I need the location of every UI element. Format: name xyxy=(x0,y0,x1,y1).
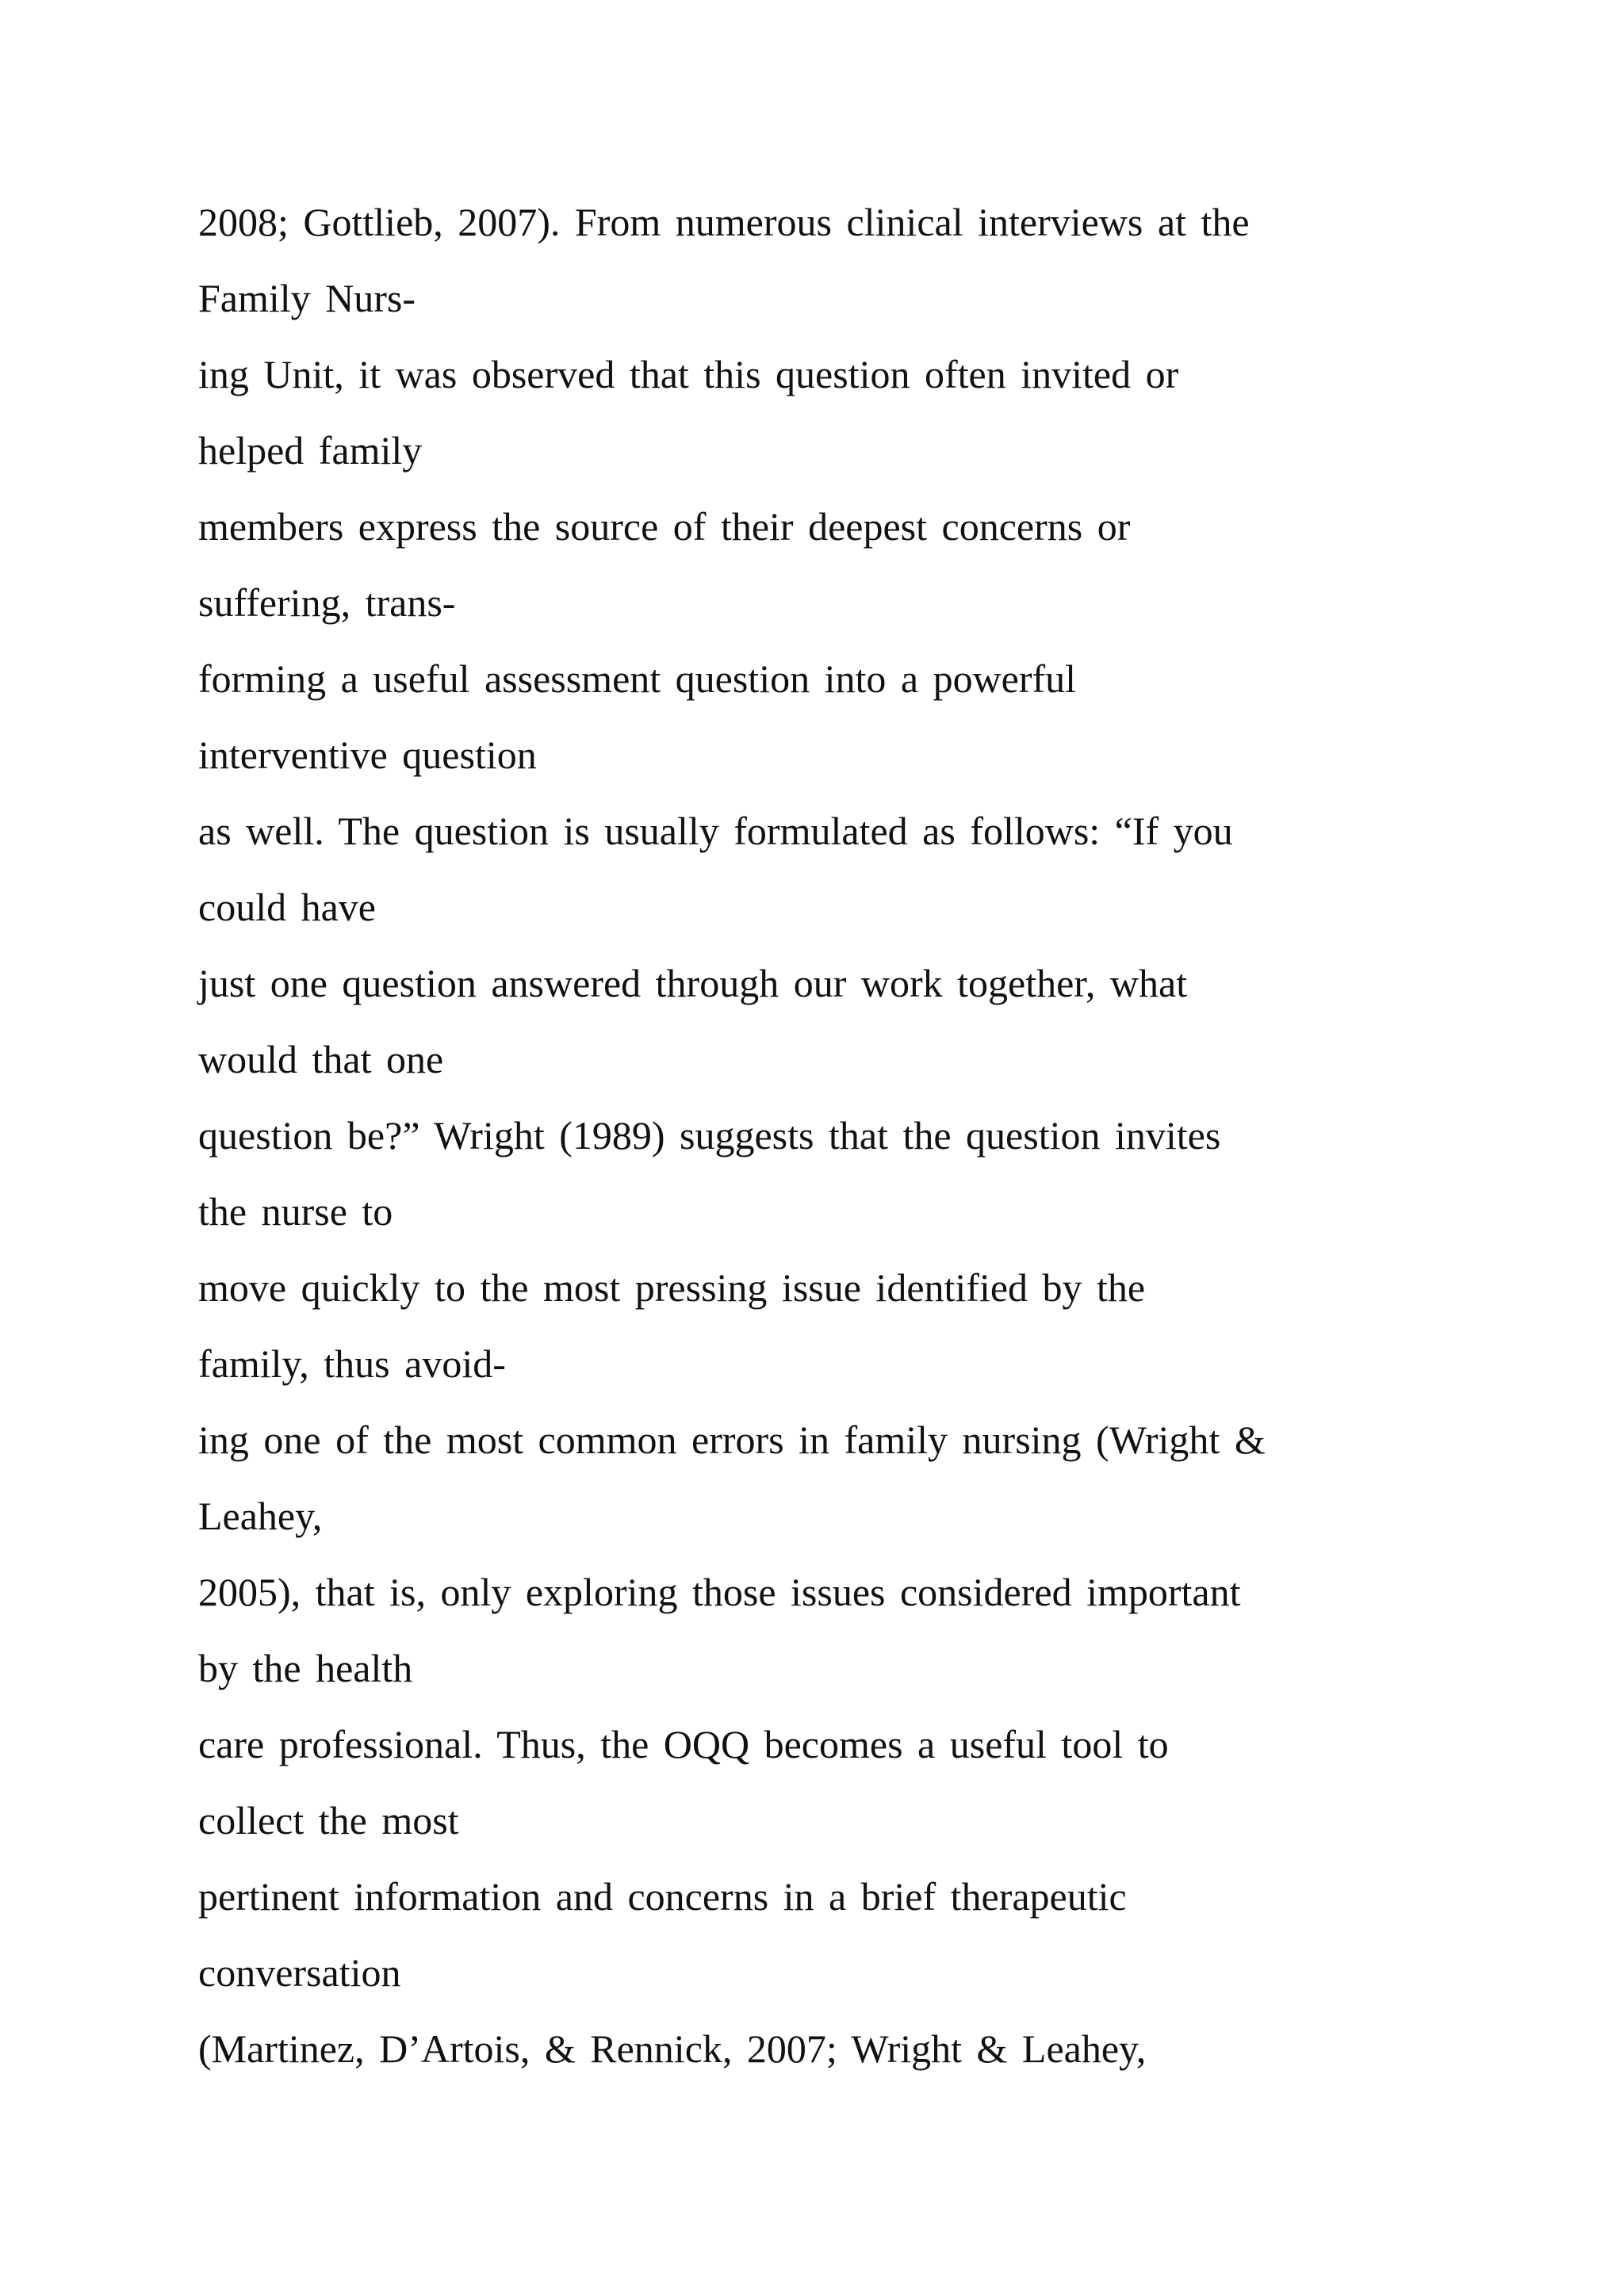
text-line: (Martinez, D’Artois, & Rennick, 2007; Wright & Leahey, xyxy=(198,2026,1147,2071)
text-line: question be?” Wright (1989) suggests that the question invites xyxy=(198,1113,1221,1158)
text-line: suffering, trans- xyxy=(198,580,456,625)
text-line: members express the source of their deepest concerns or xyxy=(198,504,1131,549)
text-line: would that one xyxy=(198,1037,444,1081)
text-line: pertinent information and concerns in a brief therapeutic xyxy=(198,1874,1127,1919)
text-line: interventive question xyxy=(198,733,537,777)
text-line: 2005), that is, only exploring those issues considered important xyxy=(198,1570,1241,1614)
text-line: ing one of the most common errors in family nursing (Wright & xyxy=(198,1418,1266,1462)
text-line: Family Nurs- xyxy=(198,276,416,320)
text-line: as well. The question is usually formulated as follows: “If you xyxy=(198,809,1233,853)
text-line: move quickly to the most pressing issue identified by the xyxy=(198,1265,1146,1310)
text-line: family, thus avoid- xyxy=(198,1341,506,1386)
text-line: collect the most xyxy=(198,1798,459,1843)
text-line: the nurse to xyxy=(198,1189,393,1234)
text-line: Leahey, xyxy=(198,1494,323,1538)
text-line: conversation xyxy=(198,1950,401,1995)
text-line: helped family xyxy=(198,428,423,473)
text-line: 2008; Gottlieb, 2007). From numerous clinical interviews at the xyxy=(198,200,1250,244)
body-text xyxy=(198,184,1483,2087)
text-line: could have xyxy=(198,885,376,929)
text-line: just one question answered through our work together, what xyxy=(198,961,1188,1005)
text-line: by the health xyxy=(198,1646,413,1690)
text-line: ing Unit, it was observed that this question often invited or xyxy=(198,352,1179,396)
text-line: forming a useful assessment question into a powerful xyxy=(198,656,1077,701)
text-line: care professional. Thus, the OQQ becomes a useful tool to xyxy=(198,1722,1169,1766)
